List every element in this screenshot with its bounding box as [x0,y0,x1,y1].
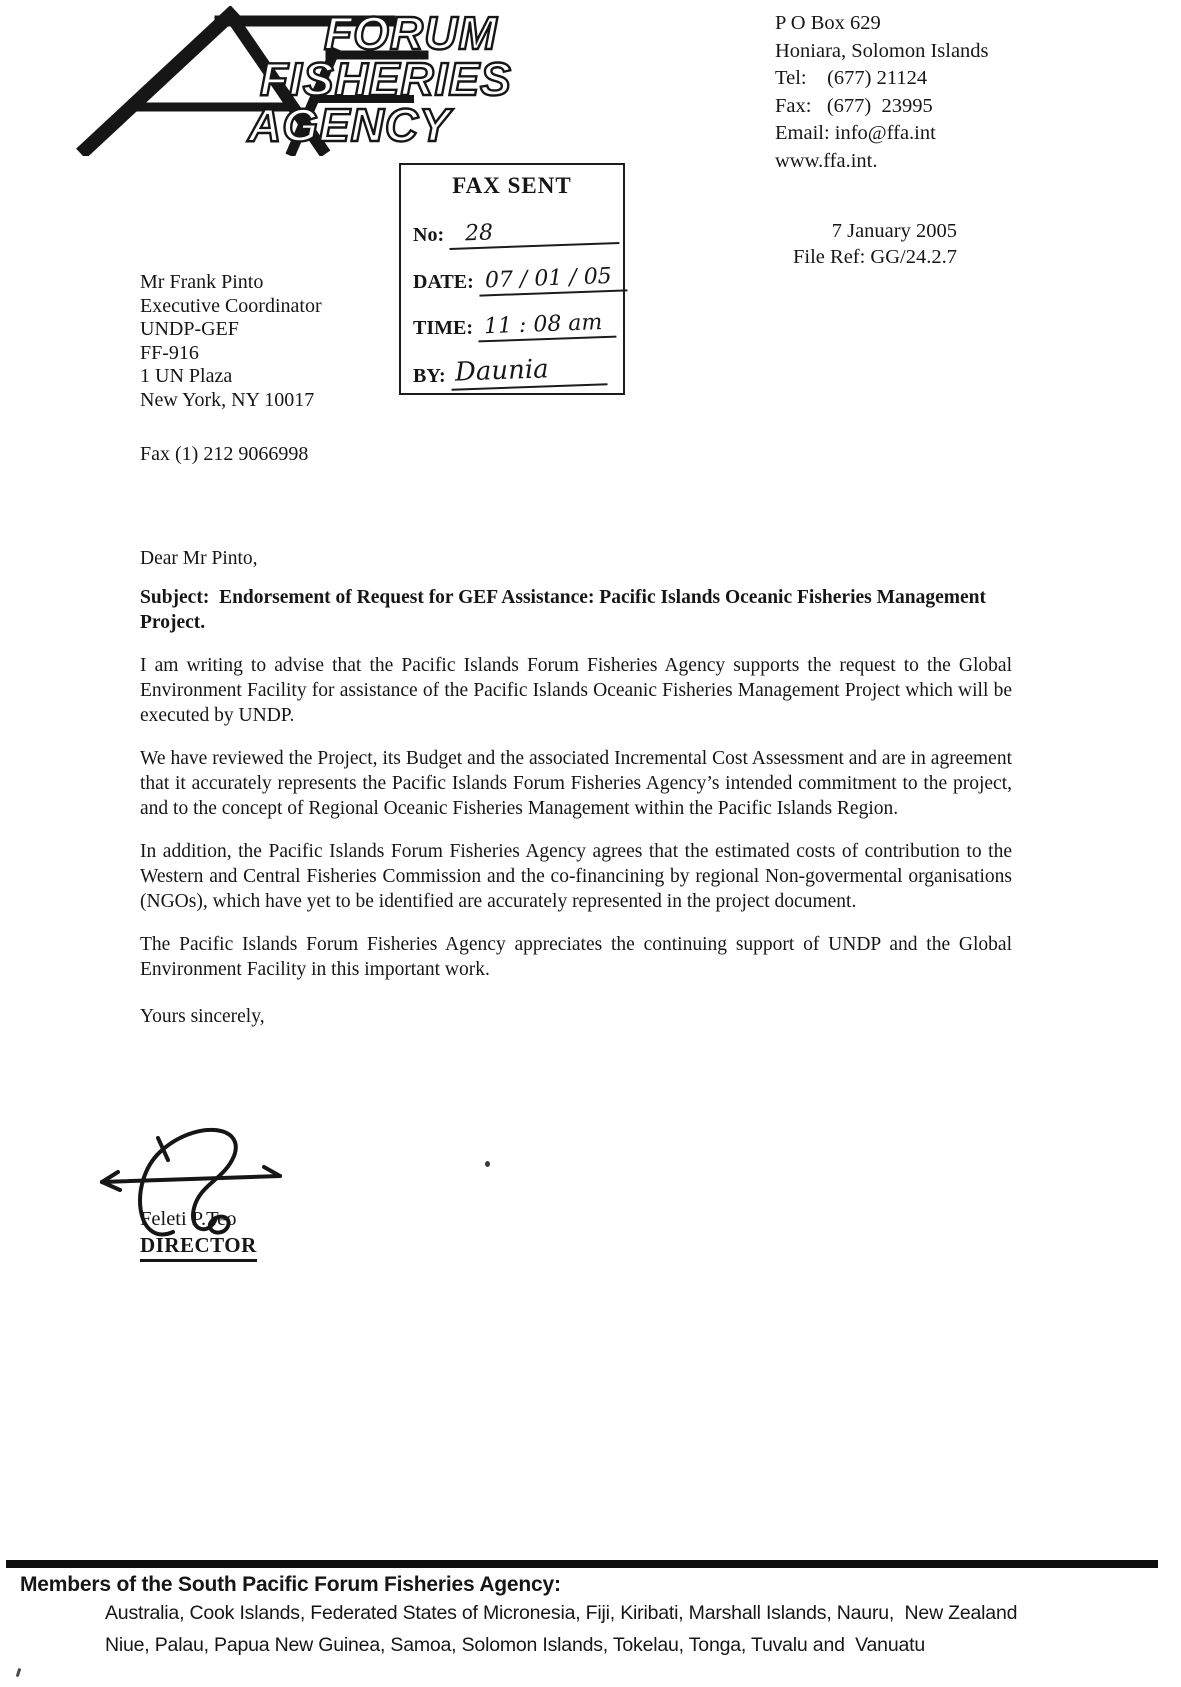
paragraph-4: The Pacific Islands Forum Fisheries Agency appreciates the continuing support of UNDP and the Global Environment Facility in this important work. [140,934,1012,980]
contact-fax: Fax: (677) 23995 [775,94,933,117]
recipient-name: Mr Frank Pinto [140,271,264,293]
recipient-fax-number: Fax (1) 212 9066998 [140,443,309,465]
letter-file-ref: File Ref: GG/24.2.7 [793,246,957,268]
subject-line: Subject: Endorsement of Request for GEF Assistance: Pacific Islands Oceanic Fisheries Management Project. [140,587,987,633]
fax-stamp-no-row [413,219,619,247]
fax-stamp-time-row [413,312,616,340]
letter-date: 7 January 2005 [831,220,957,242]
fax-stamp-date-value: 07 / 01 / 05 [478,263,627,296]
fax-stamp-date-label: DATE: [413,271,474,293]
paragraph-2: We have reviewed the Project, its Budget and the associated Incremental Cost Assessment and are in agreement that it accurately represents the Pacific Islands Forum Fisheries Agency’s intended commitment to the project, and to the concept of Regional Oceanic Fisheries Management within the Pacific Islands Region. [140,748,1012,819]
scan-artifact-mark [16,1668,22,1677]
recipient-title: Executive Coordinator [140,294,322,317]
footer-members-line-2: Niue, Palau, Papua New Guinea, Samoa, Solomon Islands, Tokelau, Tonga, Tuvalu and Vanuatu [105,1634,925,1656]
fax-stamp-date-row [413,263,627,294]
recipient-city: New York, NY 10017 [140,388,315,411]
fax-stamp-by-label: BY: [413,365,446,387]
footer-members-line-1: Australia, Cook Islands, Federated States of Micronesia, Fiji, Kiribati, Marshall Islands, Nauru, New Zealand [105,1602,1018,1624]
paragraph-1: I am writing to advise that the Pacific Islands Forum Fisheries Agency supports the request to the Global Environment Facility for assistance of the Pacific Islands Oceanic Fisheries Management Project which will be executed by UNDP. [140,655,1012,726]
contact-city: Honiara, Solomon Islands [775,39,989,62]
fax-stamp-by-row [413,355,607,388]
ffa-logo-icon [72,6,552,156]
footer-divider [6,1560,1158,1568]
contact-email: Email: info@ffa.int [775,122,936,144]
contact-po-box: P O Box 629 [775,12,881,34]
fax-stamp-title: FAX SENT [452,173,572,198]
scan-artifact-dot [485,1161,490,1167]
contact-tel: Tel: (677) 21124 [775,67,928,89]
signer-name: Feleti P.Teo [140,1208,237,1230]
fax-stamp-time-value: 11 : 08 am [478,310,617,343]
logo-word-agency: AGENCY [248,99,451,151]
salutation: Dear Mr Pinto, [140,548,258,569]
fax-stamp-by-value: Daunia [450,352,607,390]
logo-word-forum: FORUM [324,7,498,59]
footer-heading: Members of the South Pacific Forum Fisheries Agency: [20,1573,561,1596]
fax-stamp-no-label: No: [413,224,445,246]
recipient-address-block [140,271,322,412]
letter-body [140,546,1012,1029]
recipient-org: UNDP-GEF [140,318,239,340]
signer-title: DIRECTOR [140,1233,257,1262]
contact-website: www.ffa.int. [775,149,878,172]
paragraph-3: In addition, the Pacific Islands Forum Fisheries Agency agrees that the estimated costs of contribution to the Western and Central Fisheries Commission and the co-financining by regional Non-govermental organisations (NGOs), which have yet to be identified are accurately represented in the project document. [140,841,1012,912]
recipient-street: 1 UN Plaza [140,365,233,387]
fax-stamp-time-label: TIME: [413,317,473,339]
fax-sent-stamp [399,163,625,395]
letterhead-contact-block [775,10,989,175]
recipient-room: FF-916 [140,341,199,364]
logo-word-fisheries: FISHERIES [260,53,512,105]
letter-meta-block [705,218,957,270]
closing-line: Yours sincerely, [140,1006,265,1027]
fax-stamp-no-value: 28 [449,216,620,250]
